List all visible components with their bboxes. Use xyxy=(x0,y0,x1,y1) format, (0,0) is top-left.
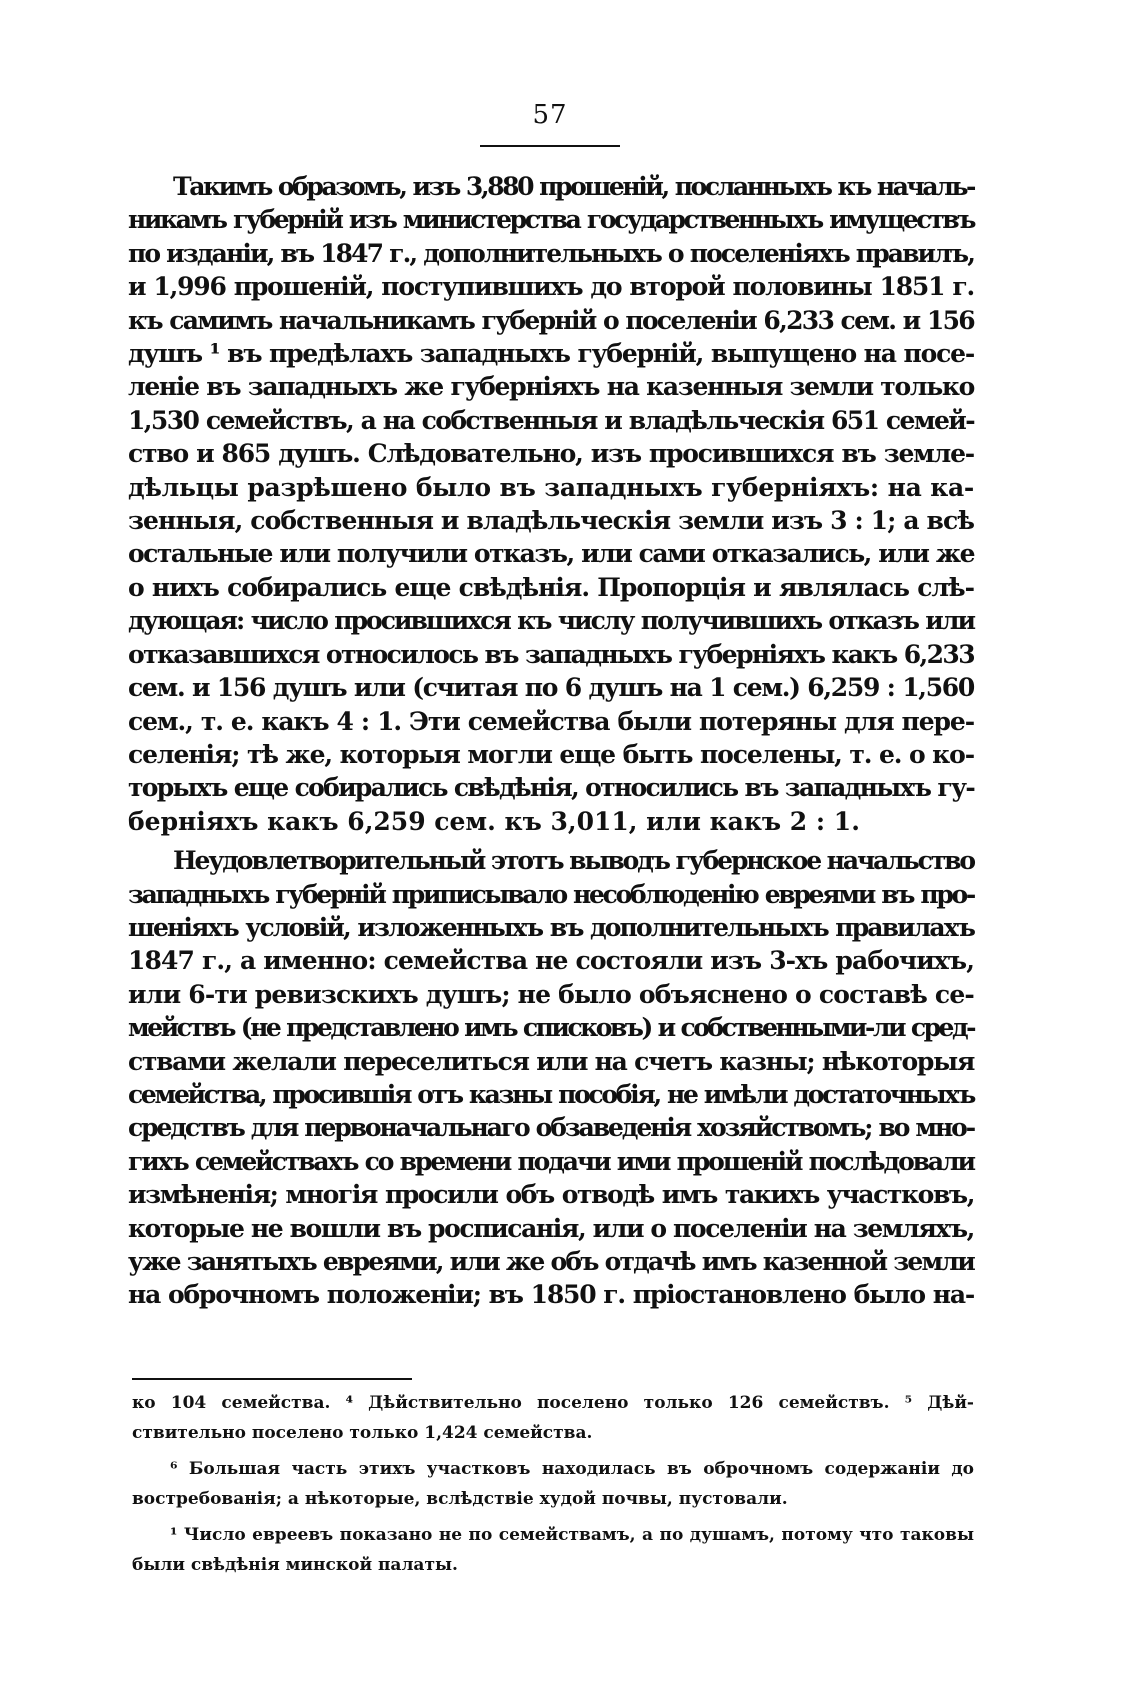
footnote-line: ⁶ Большая часть этихъ участковъ находилась въ оброчномъ содержаніи до xyxy=(170,1459,974,1479)
footnote-block xyxy=(132,1454,974,1514)
text-line: 1,530 семействъ, а на собственныя и владѣльческія 651 семей- xyxy=(128,405,974,435)
text-line: Такимъ образомъ, изъ 3,880 прошеній, посланныхъ къ началь- xyxy=(173,172,974,201)
footnote-line: ко 104 семейства. ⁴ Дѣйствительно поселено только 126 семействъ. ⁵ Дѣй- xyxy=(132,1393,974,1413)
text-line: леніе въ западныхъ же губерніяхъ на казенныя земли только xyxy=(128,372,974,402)
text-line: 1847 г., а именно: семейства не состояли изъ 3-хъ рабочихъ, xyxy=(128,946,974,976)
text-line: душъ ¹ въ предѣлахъ западныхъ губерній, выпущено на посе- xyxy=(128,339,974,369)
text-line: никамъ губерній изъ министерства государственныхъ имуществъ xyxy=(128,205,974,235)
text-line: селенія; тѣ же, которыя могли еще быть поселены, т. е. о ко- xyxy=(128,739,974,769)
text-line: шеніяхъ условій, изложенныхъ въ дополнительныхъ правилахъ xyxy=(128,912,974,942)
text-line: дѣльцы разрѣшено было въ западныхъ губерніяхъ: на ка- xyxy=(128,472,974,502)
paragraph-2 xyxy=(128,844,974,1312)
text-line: торыхъ еще собирались свѣдѣнія, относились въ западныхъ гу- xyxy=(128,773,974,803)
text-line: сем. и 156 душъ или (считая по 6 душъ на 1 сем.) 6,259 : 1,560 xyxy=(128,673,974,703)
text-line: Неудовлетворительный этотъ выводъ губернское начальство xyxy=(173,846,974,876)
footnote-block xyxy=(132,1388,974,1448)
footnote-line: ствительно поселено только 1,424 семейства. xyxy=(132,1423,593,1443)
text-line: зенныя, собственныя и владѣльческія земли изъ 3 : 1; а всѣ xyxy=(128,506,974,536)
footnote-line: востребованія; а нѣкоторые, вслѣдствіе худой почвы, пустовали. xyxy=(132,1489,788,1509)
footnote-line: ¹ Число евреевъ показано не по семействамъ, а по душамъ, потому что таковы xyxy=(170,1525,974,1545)
page-number: 57 xyxy=(532,100,568,130)
text-line: остальные или получили отказъ, или сами отказались, или же xyxy=(128,539,974,569)
text-line: дующая: число просившихся къ числу получившихъ отказъ или xyxy=(128,606,974,636)
text-line: по изданіи, въ 1847 г., дополнительныхъ о поселеніяхъ правилъ, xyxy=(128,238,974,268)
paragraph-1 xyxy=(128,170,974,838)
text-line: ствами желали переселиться или на счетъ казны; нѣкоторыя xyxy=(128,1046,974,1076)
main-text xyxy=(128,170,974,1312)
text-line: которые не вошли въ росписанія, или о поселеніи на земляхъ, xyxy=(128,1213,974,1243)
footnote-line: были свѣдѣнія минской палаты. xyxy=(132,1555,458,1575)
text-line: мействъ (не представлено имъ списковъ) и собственными-ли сред- xyxy=(128,1013,974,1043)
text-line: западныхъ губерній приписывало несоблюденію евреями въ про- xyxy=(128,879,974,909)
text-line: и 1,996 прошеній, поступившихъ до второй половины 1851 г. xyxy=(128,272,974,302)
text-line: на оброчномъ положеніи; въ 1850 г. пріостановлено было на- xyxy=(128,1280,974,1310)
text-line: гихъ семействахъ со времени подачи ими прошеній послѣдовали xyxy=(128,1146,974,1176)
text-line: отказавшихся относилось въ западныхъ губерніяхъ какъ 6,233 xyxy=(128,639,974,669)
footnotes xyxy=(132,1388,974,1580)
text-line: къ самимъ начальникамъ губерній о поселеніи 6,233 сем. и 156 xyxy=(128,305,974,335)
text-line: средствъ для первоначальнаго обзаведенія хозяйствомъ; во мно- xyxy=(128,1113,974,1143)
text-line: измѣненія; многія просили объ отводѣ имъ такихъ участковъ, xyxy=(128,1180,974,1210)
text-line: ство и 865 душъ. Слѣдовательно, изъ просившихся въ земле- xyxy=(128,439,974,469)
text-line: или 6-ти ревизскихъ душъ; не было объяснено о составѣ се- xyxy=(128,979,974,1009)
text-line: о нихъ собирались еще свѣдѣнія. Пропорція и являлась слѣ- xyxy=(128,572,974,602)
footnote-rule xyxy=(132,1378,412,1380)
text-line: уже занятыхъ евреями, или же объ отдачѣ имъ казенной земли xyxy=(128,1247,974,1276)
header-rule xyxy=(480,145,620,147)
text-line: сем., т. е. какъ 4 : 1. Эти семейства были потеряны для пере- xyxy=(128,706,974,736)
text-line: семейства, просившія отъ казны пособія, не имѣли достаточныхъ xyxy=(128,1079,974,1109)
text-line: берніяхъ какъ 6,259 сем. къ 3,011, или какъ 2 : 1. xyxy=(128,806,860,836)
footnote-block xyxy=(132,1520,974,1580)
